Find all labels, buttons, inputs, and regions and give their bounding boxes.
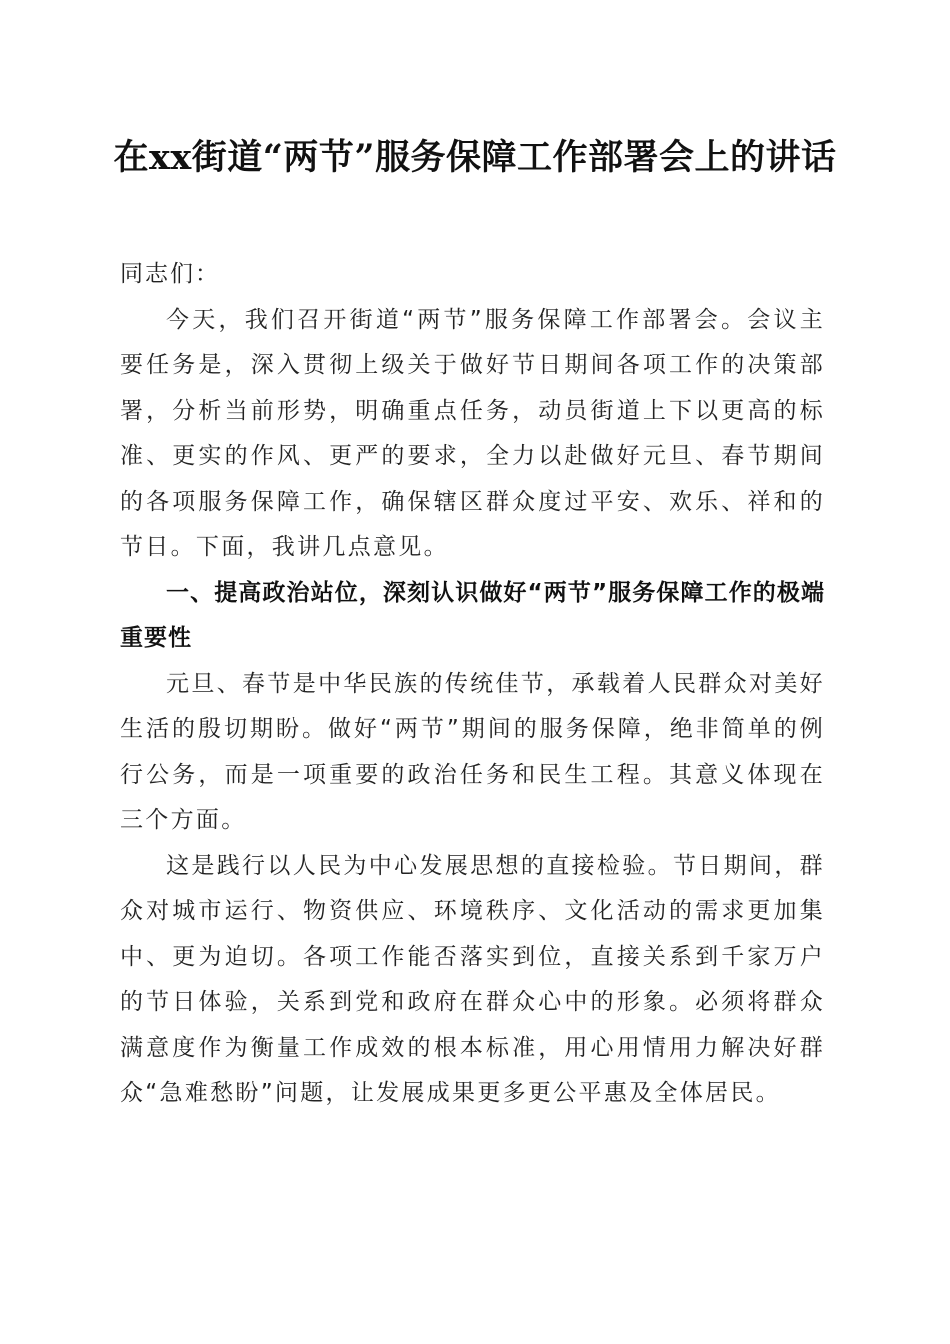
section-heading: 一、提高政治站位，深刻认识做好“两节”服务保障工作的极端重要性 (120, 579, 825, 651)
salutation: 同志们： (120, 261, 220, 287)
section-paragraph: 这是践行以人民为中心发展思想的直接检验。节日期间，群众对城市运行、物资供应、环境秩序、文化活动的需求更加集中、更为迫切。各项工作能否落实到位，直接关系到千家万户的节日体验，关系到党和政府在群众心中的形象。必须将群众满意度作为衡量工作成效的根本标准，用心用情用力解决好群众“急难愁盼”问题，让发展成果更多更公平惠及全体居民。 (120, 852, 825, 1106)
section-paragraph: 元旦、春节是中华民族的传统佳节，承载着人民群众对美好生活的殷切期盼。做好“两节”期间的服务保障，绝非简单的例行公务，而是一项重要的政治任务和民生工程。其意义体现在三个方面。 (120, 670, 825, 833)
document-body (120, 252, 825, 1117)
opening-paragraph: 今天，我们召开街道“两节”服务保障工作部署会。会议主要任务是，深入贯彻上级关于做好节日期间各项工作的决策部署，分析当前形势，明确重点任务，动员街道上下以更高的标准、更实的作风、更严的要求，全力以赴做好元旦、春节期间的各项服务保障工作，确保辖区群众度过平安、欢乐、祥和的节日。下面，我讲几点意见。 (120, 306, 825, 560)
document-title: 在xx街道“两节”服务保障工作部署会上的讲话 (113, 137, 837, 178)
